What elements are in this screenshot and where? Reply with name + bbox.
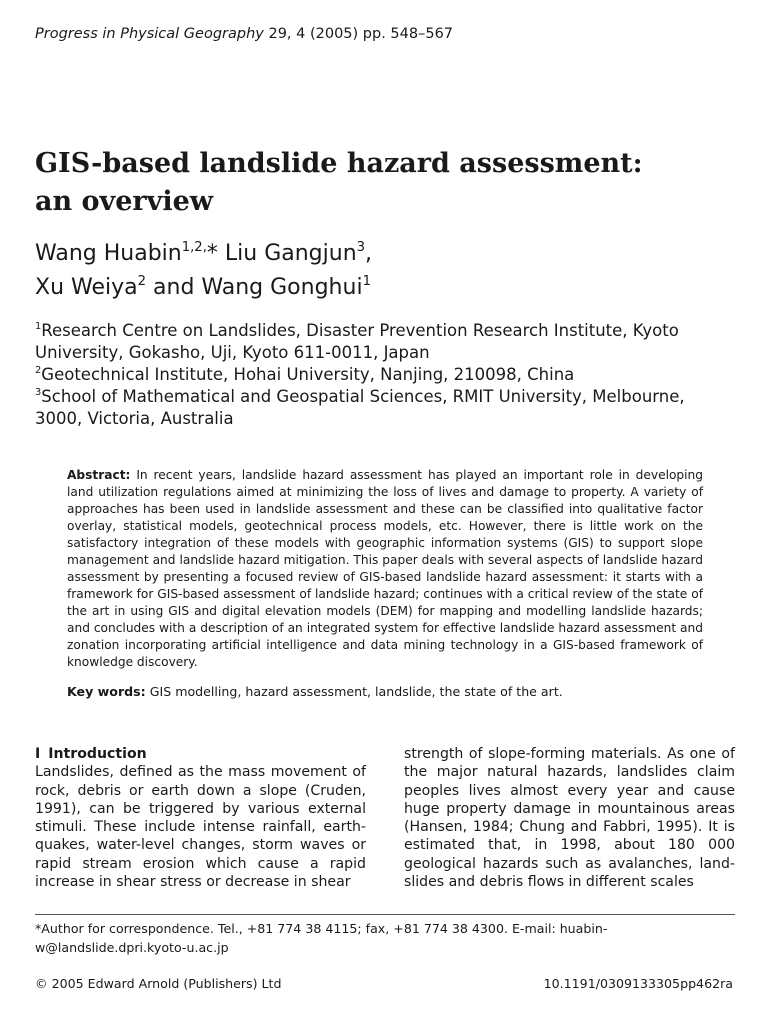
article-title bbox=[35, 145, 735, 221]
correspondence-footnote: *Author for correspondence. Tel., +81 774 38 4115; fax, +81 774 38 4300. E-mail: huabin-w@landslide.dpri.kyoto-u.ac.jp bbox=[35, 921, 608, 955]
keywords bbox=[67, 683, 703, 700]
author-conjunction: and bbox=[153, 275, 195, 300]
body-paragraph: Landslides, defined as the mass movement of rock, debris or earth down a slope (Cruden, 1991), can be triggered by various external stimuli. These include intense rainfall, earth-quakes, water-level changes, storm waves or rapid stream erosion which cause a rapid increase in shear stress or decrease in shear bbox=[35, 764, 366, 891]
section-title: Introduction bbox=[48, 746, 147, 762]
keywords-text: GIS modelling, hazard assessment, landslide, the state of the art. bbox=[149, 684, 563, 699]
author-affil-sup: 1,2, bbox=[181, 239, 207, 255]
running-head bbox=[35, 26, 453, 42]
author-affil-sup: 3 bbox=[356, 239, 366, 255]
author-name: Wang Huabin bbox=[35, 241, 182, 266]
copyright-notice: © 2005 Edward Arnold (Publishers) Ltd bbox=[35, 976, 282, 991]
section-number: I bbox=[35, 746, 41, 762]
body-column-right bbox=[404, 745, 735, 891]
journal-name: Progress in Physical Geography bbox=[35, 26, 264, 42]
title-line-1: GIS-based landslide hazard assessment: bbox=[35, 148, 643, 179]
title-line-2: an overview bbox=[35, 186, 213, 217]
affiliations bbox=[35, 320, 735, 430]
abstract bbox=[67, 467, 703, 671]
affiliation-1: $^1$Research Centre on Landslides, Disaster Prevention Research Institute, Kyoto University, Gokasho, Uji, Kyoto 611-0011, Japan bbox=[35, 321, 679, 362]
abstract-text: In recent years, landslide hazard assessment has played an important role in developing land utilization regulations aimed at minimizing the loss of lives and damage to property. A variety of approaches has been used in landslide assessment and these can be classified into qualitative factor overlay, statistical models, geotechnical process models, etc. However, there is little work on the satisfactory integration of these models with geographic information systems (GIS) to support slope management and landslide hazard mitigation. This paper deals with several aspects of landslide hazard assessment by presenting a focused review of GIS-based landslide hazard assessment: it starts with a framework for GIS-based assessment of landslide hazard; continues with a critical review of the state of the art in using GIS and digital elevation models (DEM) for mapping and modelling landslide hazards; and concludes with a description of an integrated system for effective landslide hazard assessment and zonation incorporating artificial intelligence and data mining technology in a GIS-based framework of knowledge discovery. bbox=[67, 468, 704, 669]
affiliation-2: $^2$Geotechnical Institute, Hohai University, Nanjing, 210098, China bbox=[35, 365, 575, 384]
author-list bbox=[35, 237, 735, 305]
correspondence-star: * bbox=[206, 241, 218, 266]
author-name: Wang Gonghui bbox=[201, 275, 363, 300]
section-heading bbox=[35, 745, 366, 763]
keywords-label: Key words: bbox=[67, 684, 146, 699]
footnote-divider bbox=[35, 914, 735, 915]
author-name: Liu Gangjun bbox=[224, 241, 357, 266]
author-separator: , bbox=[365, 241, 373, 266]
affiliation-3: $^3$School of Mathematical and Geospatial Sciences, RMIT University, Melbourne, 3000, Victoria, Australia bbox=[35, 387, 685, 428]
body-column-left bbox=[35, 745, 366, 891]
citation-info: 29, 4 (2005) pp. 548–567 bbox=[268, 26, 454, 42]
author-name: Xu Weiya bbox=[35, 275, 138, 300]
author-affil-sup: 1 bbox=[362, 273, 371, 289]
doi: 10.1191/0309133305pp462ra bbox=[543, 976, 733, 991]
body-paragraph: strength of slope-forming materials. As one of the major natural hazards, landslides claim peoples lives almost every year and cause huge property damage in mountainous areas (Hansen, 1984; Chung and Fabbri, 1995). It is estimated that, in 1998, about 180 000 geological hazards such as avalanches, land-slides and debris flows in different scales bbox=[404, 746, 735, 891]
author-affil-sup: 2 bbox=[137, 273, 147, 289]
abstract-label: Abstract: bbox=[67, 468, 131, 482]
